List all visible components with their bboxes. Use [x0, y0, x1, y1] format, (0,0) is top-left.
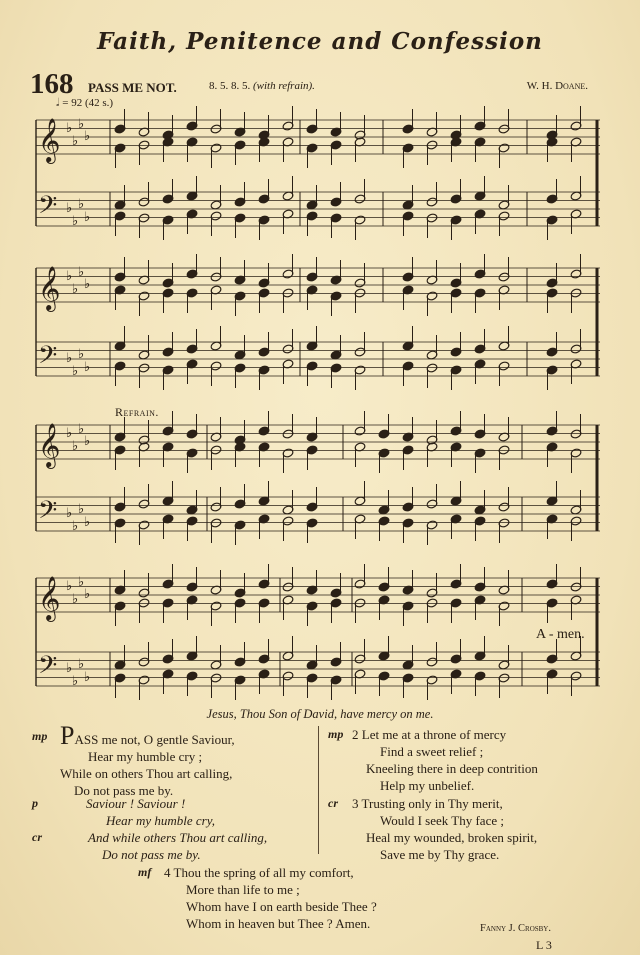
refrain-label: Refrain. — [115, 405, 159, 419]
hymn-number: 168 — [30, 68, 74, 100]
flat-sign: ♭ — [84, 360, 91, 375]
chorus-line: Saviour ! Saviour ! — [86, 796, 186, 811]
flat-sign: ♭ — [66, 269, 73, 284]
page-number: L 3 — [536, 938, 552, 952]
flat-sign: ♭ — [84, 434, 91, 449]
section-title: Faith, Penitence and Confession — [97, 28, 543, 55]
flat-sign: ♭ — [84, 210, 91, 225]
chorus — [32, 795, 268, 863]
dynamic-mark: mp — [32, 729, 48, 743]
flat-sign: ♭ — [78, 347, 85, 362]
flat-sign: ♭ — [66, 121, 73, 136]
chorus-line: And while others Thou art calling, — [88, 830, 268, 845]
verse-line: Heal my wounded, broken spirit, — [366, 830, 538, 845]
flat-sign: ♭ — [66, 661, 73, 676]
dynamic-mark: cr — [32, 830, 42, 844]
flat-sign: ♭ — [78, 265, 85, 280]
flat-sign: ♭ — [72, 214, 79, 229]
verse-line: 3 Trusting only in Thy merit, — [352, 796, 503, 811]
flat-sign: ♭ — [78, 502, 85, 517]
flat-sign: ♭ — [84, 670, 91, 685]
dynamic-mark: mf — [138, 865, 152, 879]
flat-sign: ♭ — [66, 426, 73, 441]
bass-clef: 𝄢 — [38, 496, 58, 531]
flat-sign: ♭ — [72, 439, 79, 454]
dynamic-mark: mp — [328, 727, 344, 741]
treble-clef: 𝄞 — [38, 423, 61, 467]
verse-2 — [328, 726, 538, 794]
composer: W. H. Doane. — [526, 80, 588, 92]
flat-sign: ♭ — [84, 129, 91, 144]
dynamic-mark: cr — [328, 796, 338, 810]
verse-line: Hear my humble cry ; — [88, 749, 203, 764]
treble-clef: 𝄞 — [38, 576, 61, 620]
verse-4 — [138, 864, 377, 932]
flat-sign: ♭ — [84, 277, 91, 292]
flat-sign: ♭ — [72, 364, 79, 379]
chorus-line: Hear my humble cry, — [106, 813, 216, 828]
verse-line: Do not pass me by. — [74, 783, 174, 798]
verse-3 — [328, 795, 538, 863]
flat-sign: ♭ — [72, 282, 79, 297]
verse-line: 4 Thou the spring of all my comfort, — [164, 865, 354, 880]
treble-clef: 𝄞 — [38, 266, 61, 310]
meter-value: 8. 5. 8. 5. — [209, 80, 251, 92]
flat-sign: ♭ — [66, 506, 73, 521]
drop-cap: P — [60, 721, 75, 750]
verse-line: Save me by Thy grace. — [380, 847, 500, 862]
column-divider — [318, 726, 319, 854]
dynamic-mark: p — [32, 796, 38, 810]
verse-line: Help my unbelief. — [380, 778, 475, 793]
flat-sign: ♭ — [84, 587, 91, 602]
verse-line: Whom have I on earth beside Thee ? — [186, 899, 377, 914]
hymn-subtitle: Jesus, Thou Son of David, have mercy on me. — [206, 707, 434, 721]
treble-clef: 𝄞 — [38, 118, 61, 162]
flat-sign: ♭ — [66, 351, 73, 366]
bass-clef: 𝄢 — [38, 191, 58, 226]
flat-sign: ♭ — [72, 674, 79, 689]
hymn-title: PASS ME NOT. — [88, 80, 177, 95]
verse-line: Kneeling there in deep contrition — [366, 761, 538, 776]
flat-sign: ♭ — [78, 422, 85, 437]
flat-sign: ♭ — [72, 592, 79, 607]
flat-sign: ♭ — [78, 575, 85, 590]
flat-sign: ♭ — [84, 515, 91, 530]
score-systems — [36, 106, 600, 700]
amen-lyric: A - men. — [536, 627, 585, 642]
bass-clef: 𝄢 — [38, 341, 58, 376]
flat-sign: ♭ — [78, 197, 85, 212]
flat-sign: ♭ — [66, 579, 73, 594]
verse-1 — [32, 721, 235, 799]
verse-line: Would I seek Thy face ; — [380, 813, 504, 828]
verse-line: 2 Let me at a throne of mercy — [352, 727, 507, 742]
bass-clef: 𝄢 — [38, 651, 58, 686]
author-credit: Fanny J. Crosby. — [480, 923, 551, 934]
flat-sign: ♭ — [72, 134, 79, 149]
verse-line: More than life to me ; — [186, 882, 300, 897]
verse-line: Find a sweet relief ; — [380, 744, 484, 759]
tempo-marking: 𝅗𝅥 = 92 (42 s.) — [56, 97, 114, 109]
flat-sign: ♭ — [72, 519, 79, 534]
chorus-line: Do not pass me by. — [102, 847, 201, 862]
verse-line: Whom in heaven but Thee ? Amen. — [186, 916, 371, 931]
flat-sign: ♭ — [78, 657, 85, 672]
flat-sign: ♭ — [66, 201, 73, 216]
flat-sign: ♭ — [78, 117, 85, 132]
verse-line: PASS me not, O gentle Saviour, — [60, 721, 235, 750]
verse-line: While on others Thou art calling, — [60, 766, 233, 781]
meter-note: (with refrain). — [253, 80, 315, 92]
